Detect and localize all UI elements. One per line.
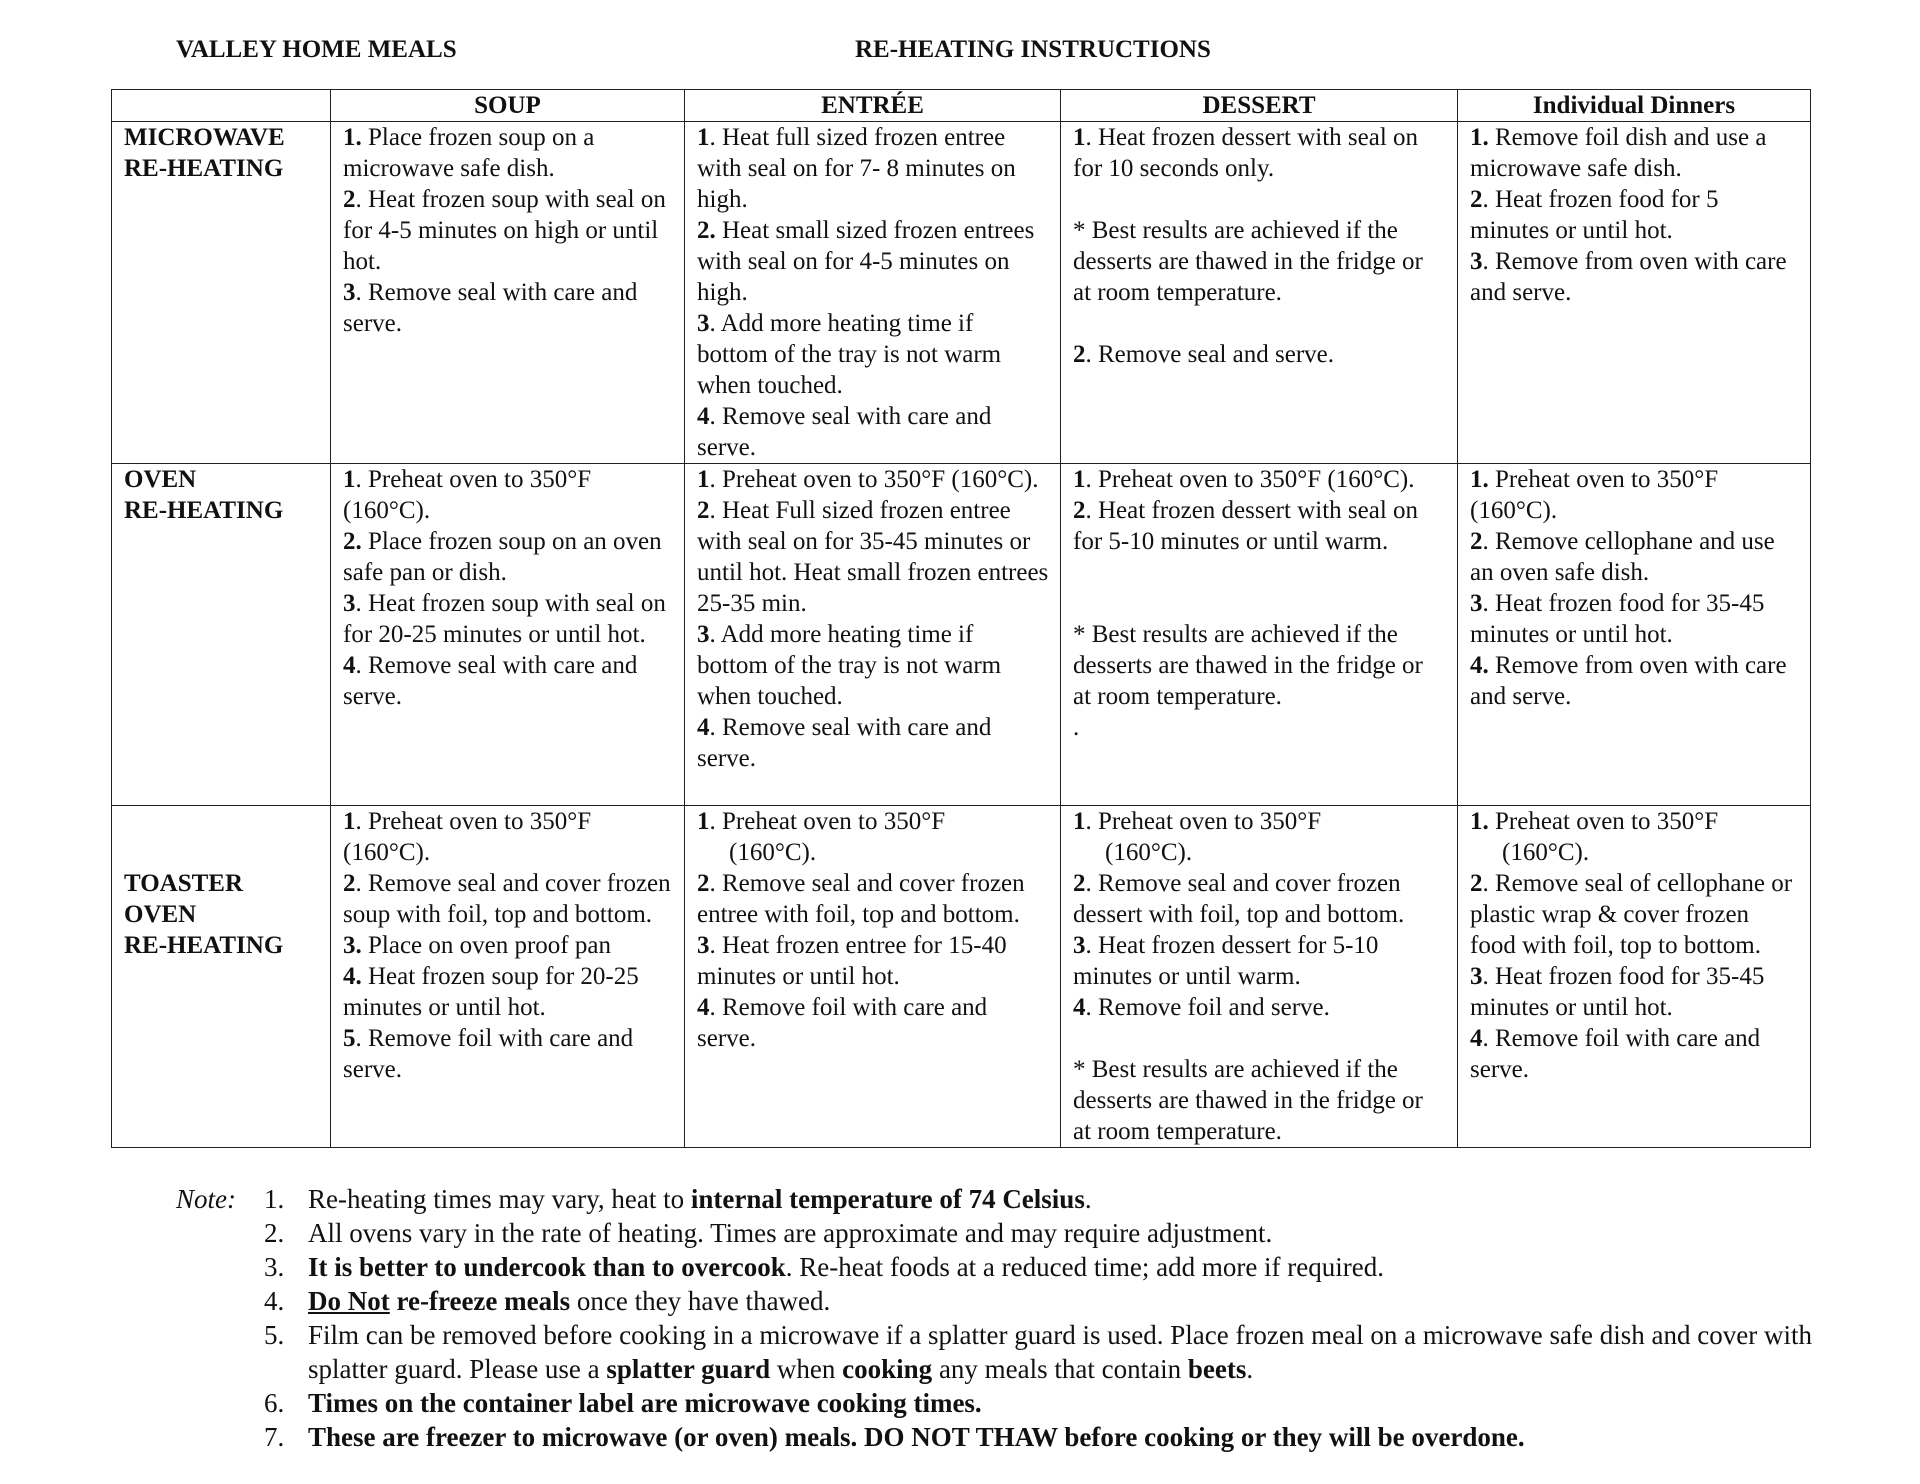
step: 2. Remove seal of cellophane or plastic wrap & cover frozen food with foil, top to bottom. [1470, 870, 1793, 959]
step: 4. Remove foil and serve. [1073, 994, 1330, 1021]
step: 2. Heat small sized frozen entrees with seal on for 4-5 minutes on high. [697, 217, 1035, 306]
step: 1. Place frozen soup on a microwave safe dish. [343, 124, 595, 182]
cell-microwave-dessert [1061, 122, 1458, 464]
cell-toaster-soup [331, 806, 685, 1148]
trailing-dot: . [1073, 714, 1080, 741]
step: 2. Heat frozen dessert with seal on for 5-10 minutes or until warm. [1073, 497, 1419, 555]
row-label-line: RE-HEATING [124, 497, 284, 524]
step: 1. Preheat oven to 350°F (160°C). [343, 466, 592, 524]
step: 3. Add more heating time if bottom of the tray is not warm when touched. [697, 310, 1002, 399]
row-label-line: RE-HEATING [124, 932, 284, 959]
note-item: 2. All ovens vary in the rate of heating. Times are approximate and may require adjustment. [264, 1218, 1273, 1248]
step: 4. Remove from oven with care and serve. [1470, 652, 1787, 710]
step: 1. Preheat oven to 350°F (160°C). [1470, 466, 1719, 524]
step: 1. Preheat oven to 350°F [697, 808, 946, 835]
step: 2. Remove seal and cover frozen soup with foil, top and bottom. [343, 870, 671, 928]
step-continuation: (160°C). [1105, 839, 1193, 866]
company-name: VALLEY HOME MEALS [176, 36, 457, 63]
column-header-dessert: DESSERT [1061, 90, 1458, 122]
step: 5. Remove foil with care and serve. [343, 1025, 634, 1083]
step: 1. Preheat oven to 350°F (160°C). [343, 808, 592, 866]
notes-label: Note: [176, 1184, 236, 1214]
cell-microwave-soup [331, 122, 685, 464]
cell-toaster-dinners [1458, 806, 1811, 1148]
step: 1. Preheat oven to 350°F (160°C). [697, 466, 1039, 493]
table-header-row [112, 90, 1811, 122]
cell-oven-dessert [1061, 464, 1458, 806]
step: 3. Heat frozen soup with seal on for 20-25 minutes or until hot. [343, 590, 666, 648]
step: 3. Heat frozen dessert for 5-10 minutes or until warm. [1073, 932, 1379, 990]
cell-microwave-entree [685, 122, 1061, 464]
table-row-microwave [112, 122, 1811, 464]
row-label-line: OVEN [124, 466, 197, 493]
cell-toaster-entree [685, 806, 1061, 1148]
step: 3. Heat frozen entree for 15-40 minutes or until hot. [697, 932, 1007, 990]
dessert-note: * Best results are achieved if the desserts are thawed in the fridge or at room temperature. [1073, 217, 1423, 306]
step: 1. Preheat oven to 350°F [1470, 808, 1719, 835]
row-label-line: MICROWAVE [124, 124, 285, 151]
table-row-toaster-oven [112, 806, 1811, 1148]
step: 2. Heat Full sized frozen entree with seal on for 35-45 minutes or until hot. Heat small frozen entrees 25-35 min. [697, 497, 1049, 617]
row-header-microwave [112, 122, 331, 464]
cell-microwave-dinners [1458, 122, 1811, 464]
note-item: 6. Times on the container label are microwave cooking times. [264, 1388, 982, 1418]
step: 2. Remove seal and serve. [1073, 341, 1335, 368]
step: 3. Heat frozen food for 35-45 minutes or until hot. [1470, 963, 1765, 1021]
step: 4. Remove foil with care and serve. [697, 994, 988, 1052]
note-item: 4. Do Not re-freeze meals once they have thawed. [264, 1286, 831, 1316]
reheating-table [111, 89, 1811, 1148]
step: 2. Remove seal and cover frozen entree with foil, top and bottom. [697, 870, 1025, 928]
step: 2. Heat frozen food for 5 minutes or until hot. [1470, 186, 1719, 244]
dessert-note: * Best results are achieved if the desserts are thawed in the fridge or at room temperature. [1073, 1056, 1423, 1145]
row-label-line: OVEN [124, 901, 197, 928]
cell-oven-dinners [1458, 464, 1811, 806]
step: 3. Add more heating time if bottom of the tray is not warm when touched. [697, 621, 1002, 710]
step: 2. Remove cellophane and use an oven safe dish. [1470, 528, 1775, 586]
note-item: 3. It is better to undercook than to overcook. Re-heat foods at a reduced time; add more if required. [264, 1252, 1384, 1282]
note-item: 1. Re-heating times may vary, heat to internal temperature of 74 Celsius. [264, 1184, 1092, 1214]
cell-oven-entree [685, 464, 1061, 806]
step: 3. Remove from oven with care and serve. [1470, 248, 1787, 306]
column-header-soup: SOUP [331, 90, 685, 122]
step: 3. Heat frozen food for 35-45 minutes or until hot. [1470, 590, 1765, 648]
step: 1. Remove foil dish and use a microwave safe dish. [1470, 124, 1767, 182]
row-label-line: RE-HEATING [124, 155, 284, 182]
note-item: 5. Film can be removed before cooking in a microwave if a splatter guard is used. Place frozen meal on a microwave safe dish and cover with splatter guard. Please use a splatter guard when cooking any meals that contain beets. [264, 1320, 1812, 1384]
note-item: 7. These are freezer to microwave (or oven) meals. DO NOT THAW before cooking or they will be overdone. [264, 1422, 1525, 1452]
step-continuation: (160°C). [1502, 839, 1590, 866]
step: 2. Heat frozen soup with seal on for 4-5 minutes on high or until hot. [343, 186, 666, 275]
step: 1. Heat full sized frozen entree with seal on for 7- 8 minutes on high. [697, 124, 1016, 213]
row-header-toaster-oven [112, 806, 331, 1148]
step: 4. Remove foil with care and serve. [1470, 1025, 1761, 1083]
step: 2. Remove seal and cover frozen dessert with foil, top and bottom. [1073, 870, 1405, 928]
document-title: RE-HEATING INSTRUCTIONS [855, 36, 1211, 63]
notes-list [264, 1182, 1864, 1454]
row-header-oven [112, 464, 331, 806]
cell-oven-soup [331, 464, 685, 806]
step: 1. Preheat oven to 350°F (160°C). [1073, 466, 1415, 493]
cell-toaster-dessert [1061, 806, 1458, 1148]
row-label-line: TOASTER [124, 870, 244, 897]
step: 4. Remove seal with care and serve. [697, 714, 992, 772]
column-header-entree: ENTRÉE [685, 90, 1061, 122]
table-row-oven [112, 464, 1811, 806]
page-header [0, 36, 1920, 68]
step: 3. Remove seal with care and serve. [343, 279, 638, 337]
step: 4. Heat frozen soup for 20-25 minutes or until hot. [343, 963, 639, 1021]
step: 1. Heat frozen dessert with seal on for 10 seconds only. [1073, 124, 1419, 182]
corner-cell [112, 90, 331, 122]
step: 4. Remove seal with care and serve. [697, 403, 992, 461]
step: 1. Preheat oven to 350°F [1073, 808, 1322, 835]
column-header-dinners: Individual Dinners [1458, 90, 1811, 122]
step-continuation: (160°C). [729, 839, 817, 866]
step: 4. Remove seal with care and serve. [343, 652, 638, 710]
step: 2. Place frozen soup on an oven safe pan or dish. [343, 528, 662, 586]
step: 3. Place on oven proof pan [343, 932, 611, 959]
dessert-note: * Best results are achieved if the desserts are thawed in the fridge or at room temperature. [1073, 621, 1423, 710]
